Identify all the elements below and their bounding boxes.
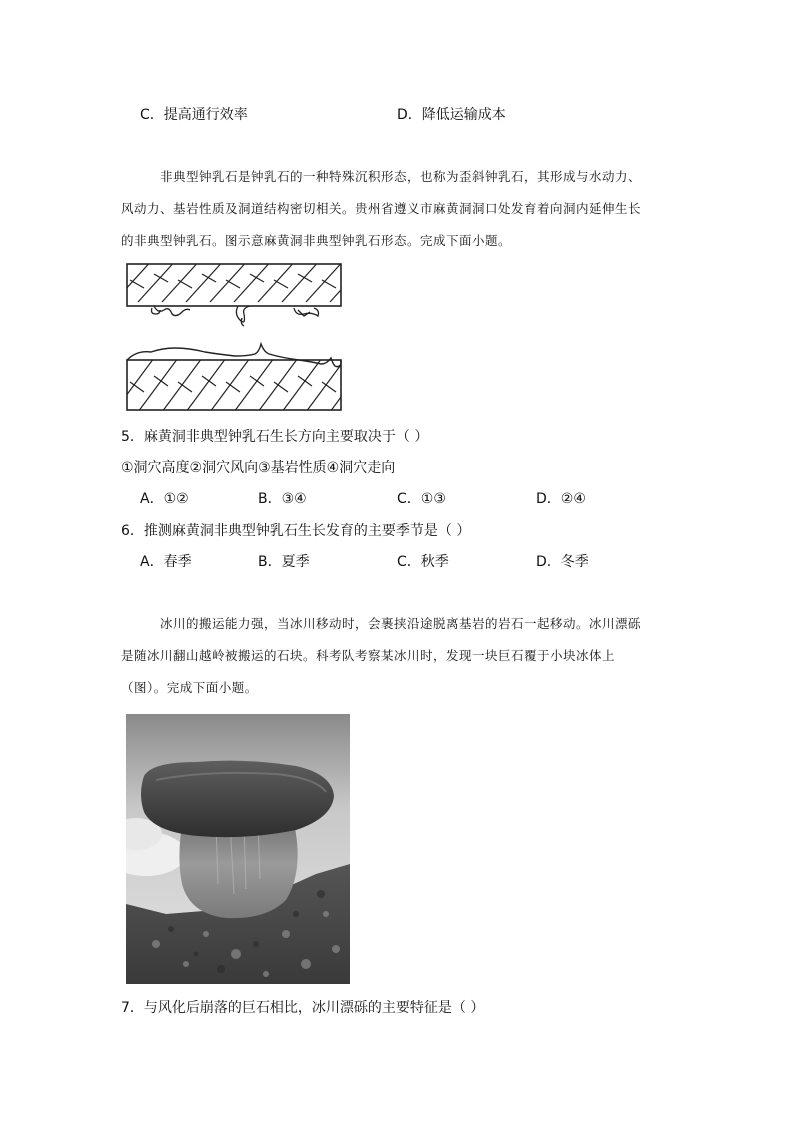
q5-option-b: B．③④ — [258, 491, 307, 507]
floor-rock — [124, 358, 346, 412]
floor-stalagmites — [127, 344, 341, 367]
passage2-line1: 冰川的搬运能力强，当冰川移动时，会裹挟沿途脱离基岩的岩石一起移动。冰川漂砾 — [160, 616, 642, 631]
q5-option-d: D．②④ — [536, 491, 586, 507]
passage1-line2: 风动力、基岩性质及洞道结构密切相关。贵州省遵义市麻黄洞洞口处发育着向洞内延伸生长 — [121, 201, 642, 216]
floor-frame — [127, 360, 341, 410]
q6-option-c: C．秋季 — [397, 554, 449, 570]
q4-option-c: C．提高通行效率 — [140, 107, 248, 123]
ceiling-rock — [124, 262, 346, 302]
passage1-line3: 的非典型钟乳石。图示意麻黄洞非典型钟乳石形态。完成下面小题。 — [121, 233, 512, 248]
q5-option-c: C．①③ — [397, 491, 446, 507]
q5-option-a: A．①② — [140, 491, 189, 507]
q4-option-d: D．降低运输成本 — [397, 107, 506, 123]
q5-stem: 5．麻黄洞非典型钟乳石生长方向主要取决于（ ） — [121, 429, 429, 445]
q5-items: ①洞穴高度②洞穴风向③基岩性质④洞穴走向 — [121, 460, 396, 476]
passage2-line2: 是随冰川翻山越岭被搬运的石块。科考队考察某冰川时，发现一块巨石覆于小块冰体上 — [121, 648, 616, 663]
q6-stem: 6．推测麻黄洞非典型钟乳石生长发育的主要季节是（ ） — [121, 523, 471, 539]
q7-stem: 7．与风化后崩落的巨石相比，冰川漂砾的主要特征是（ ） — [121, 1000, 485, 1016]
passage1-line1: 非典型钟乳石是钟乳石的一种特殊沉积形态，也称为歪斜钟乳石，其形成与水动力、 — [160, 169, 642, 184]
glacier-boulder-photo — [126, 714, 350, 984]
q6-option-b: B．夏季 — [258, 554, 310, 570]
stalactite-diagram — [124, 262, 346, 414]
q6-option-d: D．冬季 — [536, 554, 589, 570]
q6-option-a: A．春季 — [140, 554, 192, 570]
hanging-stalactites — [152, 306, 319, 326]
passage2-line3: （图）。完成下面小题。 — [121, 680, 258, 695]
